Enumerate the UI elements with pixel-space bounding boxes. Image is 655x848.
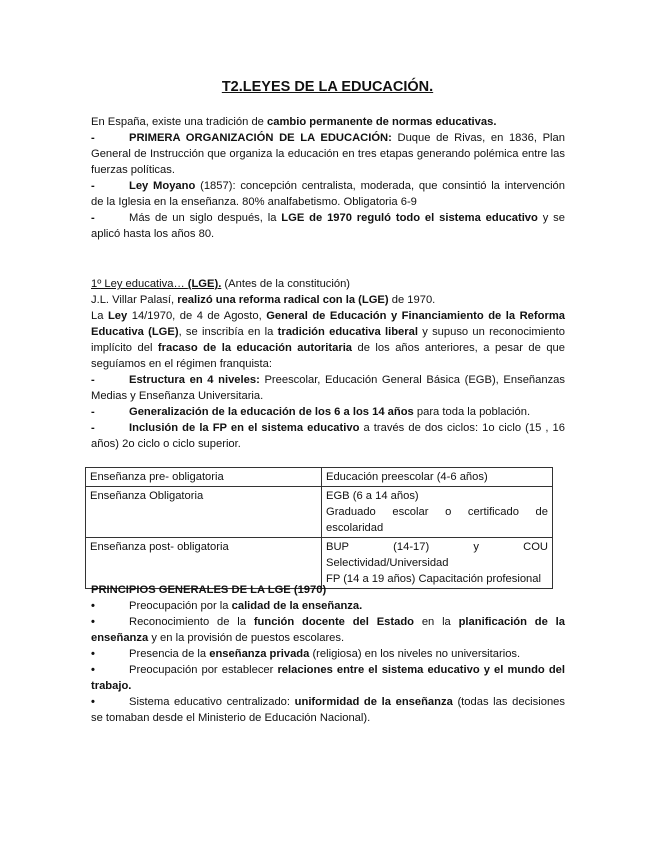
- cell-line: Educación preescolar (4-6 años): [326, 471, 488, 483]
- dash-marker: -: [91, 374, 95, 386]
- text-run: Ley: [107, 310, 128, 322]
- text-run: planificación de la enseñanza: [91, 616, 565, 644]
- text-run: en la: [414, 616, 459, 628]
- text-run: Preocupación por la: [129, 600, 232, 612]
- list-item: [91, 614, 565, 646]
- lge-heading-rest: (Antes de la constitución): [221, 278, 351, 290]
- text-run: fracaso de la educación autoritaria: [157, 342, 353, 354]
- text-run: relaciones entre el sistema educativo y el mundo del trabajo.: [91, 664, 565, 692]
- text-run: función docente del Estado: [253, 616, 414, 628]
- table-cell: Enseñanza Obligatoria: [86, 487, 322, 538]
- text-run: enseñanza privada: [209, 648, 310, 660]
- lge-line2: [91, 292, 565, 308]
- list-item: [91, 130, 565, 178]
- bullet-marker: •: [91, 696, 95, 708]
- lge-heading: [91, 276, 565, 292]
- cell-line: Selectividad/Universidad: [326, 557, 449, 569]
- bullet-marker: •: [91, 600, 95, 612]
- list-item: [91, 404, 565, 420]
- list-item: [91, 372, 565, 404]
- table-row: [86, 487, 553, 538]
- page-title: T2.LEYES DE LA EDUCACIÓN.: [221, 79, 434, 95]
- item-text: Preescolar, Educación General Básica (EGB), Enseñanzas Medias y Enseñanza Universitaria.: [91, 374, 565, 402]
- text-run: , se inscribía en la: [178, 326, 278, 338]
- cell-line: [326, 539, 548, 555]
- cell-word: (14-17): [393, 541, 430, 553]
- lge-heading-underlined: 1º Ley educativa…: [91, 278, 188, 290]
- text-run: tradición educativa liberal: [277, 326, 418, 338]
- table-cell: [322, 487, 553, 538]
- lge-line2-bold: realizó una reforma radical con la (LGE): [177, 294, 389, 306]
- text-run: calidad de la enseñanza.: [231, 600, 363, 612]
- item-text: para toda la población.: [413, 406, 531, 418]
- bullet-marker: •: [91, 648, 95, 660]
- text-run: de los años anteriores, a pesar de que seguíamos en el régimen franquista:: [91, 342, 565, 370]
- list-item: [91, 210, 565, 242]
- text-run: Reconocimiento de la: [129, 616, 254, 628]
- dash-marker: -: [91, 422, 95, 434]
- cell-line: FP (14 a 19 años) Capacitación profesional: [326, 573, 541, 585]
- text-run: y supuso un reconocimiento implícito del: [91, 326, 565, 354]
- list-item: [91, 694, 565, 726]
- lge-paragraph: [91, 308, 565, 372]
- table-cell: [322, 538, 553, 589]
- table-row: [86, 468, 553, 487]
- table-cell: Enseñanza pre- obligatoria: [86, 468, 322, 487]
- text-run: (religiosa) en los niveles no universitarios.: [309, 648, 521, 660]
- list-item: [91, 662, 565, 694]
- text-run: Sistema educativo centralizado:: [129, 696, 295, 708]
- intro-section: [91, 114, 565, 242]
- cell-line: EGB (6 a 14 años): [326, 490, 419, 502]
- dash-marker: -: [91, 132, 95, 144]
- principios-section: [91, 582, 565, 726]
- list-item: [91, 598, 565, 614]
- text-run: y en la provisión de puestos escolares.: [148, 632, 345, 644]
- intro-lead-bold: cambio permanente de normas educativas.: [267, 116, 497, 128]
- cell-word: y: [473, 541, 479, 553]
- list-item: [91, 646, 565, 662]
- education-levels-table: [85, 467, 553, 589]
- item-text: y se aplicó hasta los años 80.: [91, 212, 565, 240]
- item-bold: Ley Moyano: [129, 180, 196, 192]
- item-text: a través de dos ciclos: 1o ciclo (15 , 16 años) 2o ciclo o ciclo superior.: [91, 422, 565, 450]
- intro-lead-text: En España, existe una tradición de: [91, 116, 268, 128]
- text-run: Presencia de la: [129, 648, 210, 660]
- text-run: uniformidad de la enseñanza: [294, 696, 453, 708]
- item-text: (1857): concepción centralista, moderada, que consintió la intervención de la Iglesia en la enseñanza. 80% analfabetismo. Obligatoria 6-9: [91, 180, 565, 208]
- cell-word: BUP: [326, 541, 350, 553]
- item-bold: Generalización de la educación de los 6 a los 14 años: [129, 406, 414, 418]
- text-run: 14/1970, de 4 de Agosto,: [127, 310, 267, 322]
- text-run: La: [91, 310, 108, 322]
- item-bold: LGE de 1970 reguló todo el sistema educativo: [281, 212, 538, 224]
- intro-lead: [91, 114, 565, 130]
- list-item: [91, 420, 565, 452]
- lge-heading-bold: (LGE).: [187, 278, 222, 290]
- lge-line2-post: de 1970.: [388, 294, 436, 306]
- list-item: [91, 178, 565, 210]
- cell-word: COU: [523, 541, 548, 553]
- lge-line2-pre: J.L. Villar Palasí,: [91, 294, 178, 306]
- text-run: Preocupación por establecer: [129, 664, 278, 676]
- item-pre: Más de un siglo después, la: [129, 212, 282, 224]
- item-bold: PRIMERA ORGANIZACIÓN DE LA EDUCACIÓN:: [129, 132, 392, 144]
- text-run: (todas las decisiones se tomaban desde el Ministerio de Educación Nacional).: [91, 696, 565, 724]
- item-bold: Inclusión de la FP en el sistema educativo: [129, 422, 360, 434]
- item-text: Duque de Rivas, en 1836, Plan General de Instrucción que organiza la educación en tres etapas generando polémica entre las fuerzas políticas.: [91, 132, 565, 176]
- table-cell: Enseñanza post- obligatoria: [86, 538, 322, 589]
- lge-section: [91, 276, 565, 452]
- item-bold: Estructura en 4 niveles:: [129, 374, 260, 386]
- dash-marker: -: [91, 212, 95, 224]
- bullet-marker: •: [91, 616, 95, 628]
- cell-line: Graduado escolar o certificado de escolaridad: [326, 506, 548, 534]
- table-row: [86, 538, 553, 589]
- table-cell: [322, 468, 553, 487]
- text-run: General de Educación y Financiamiento de la Reforma Educativa (LGE): [91, 310, 565, 338]
- dash-marker: -: [91, 406, 95, 418]
- principios-heading: PRINCIPIOS GENERALES DE LA LGE (1970): [91, 584, 327, 596]
- bullet-marker: •: [91, 664, 95, 676]
- dash-marker: -: [91, 180, 95, 192]
